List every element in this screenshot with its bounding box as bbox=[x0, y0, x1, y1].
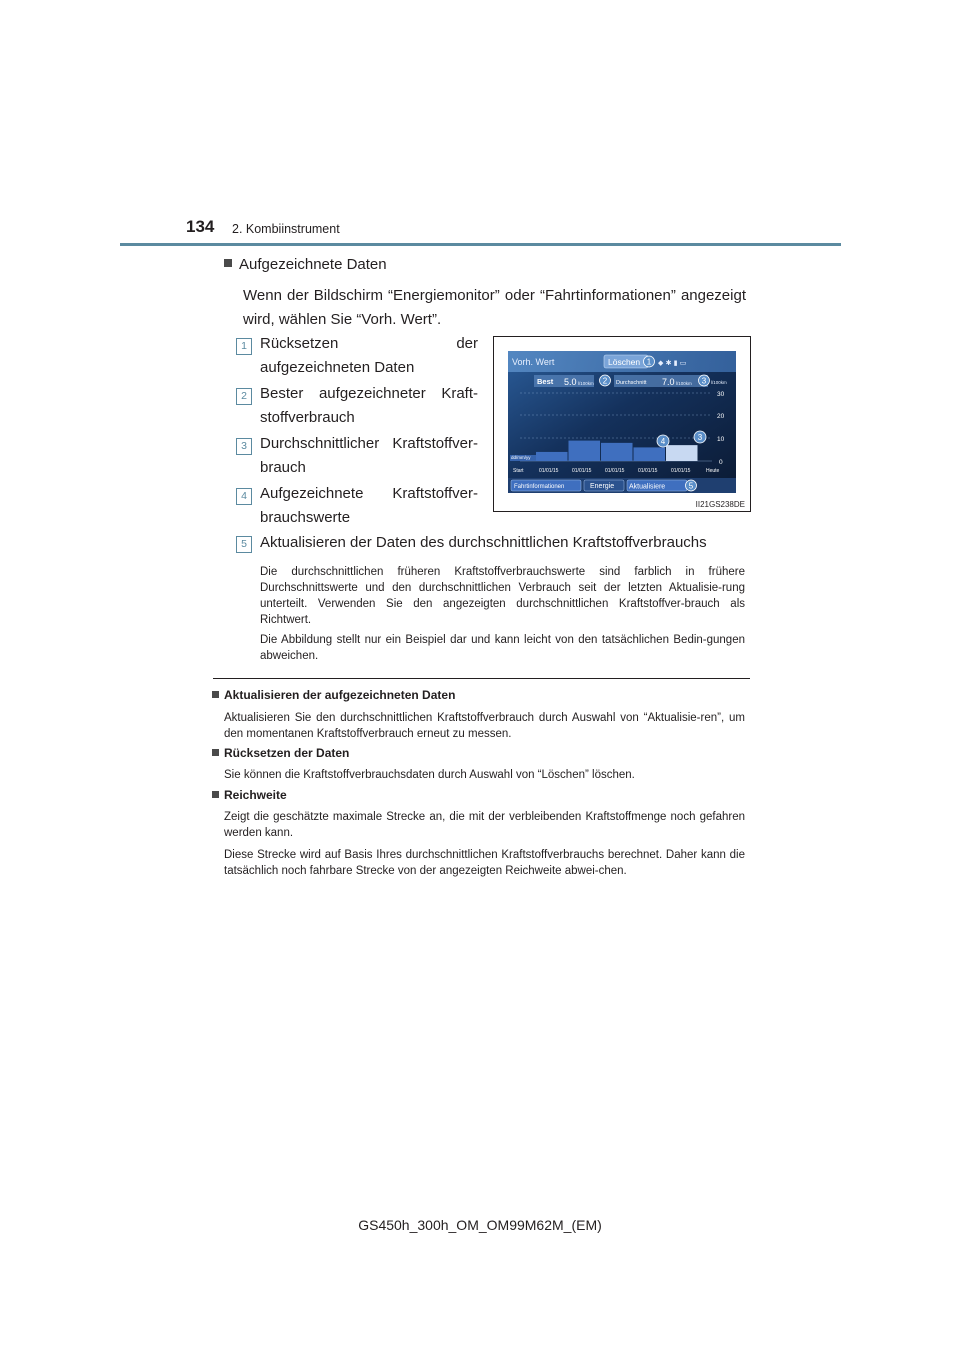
avg-label: Durchschnitt bbox=[616, 380, 647, 386]
section-intro: Wenn der Bildschirm “Energiemonitor” oder “Fahrtinformationen” angezeigt wird, wählen Sie “Vorh. Wert”. bbox=[243, 287, 746, 328]
footer-doc-id: GS450h_300h_OM_OM99M62M_(EM) bbox=[358, 1217, 602, 1233]
remark-title: Aktualisieren der aufgezeichneten Daten bbox=[212, 688, 455, 702]
date-format: dd/mm/yy bbox=[511, 455, 531, 460]
square-bullet-icon bbox=[212, 691, 219, 698]
x-label: 01/01/15 bbox=[605, 468, 625, 474]
separator-rule bbox=[213, 678, 750, 679]
y-tick: 0 bbox=[719, 459, 723, 466]
y-tick: 10 bbox=[717, 436, 725, 443]
note: Die Abbildung stellt nur ein Beispiel dar und kann leicht von den tatsächlichen Bedin-gungen abweichen. bbox=[260, 634, 745, 662]
best-unit: l/100km bbox=[578, 381, 594, 386]
y-tick: 20 bbox=[717, 413, 725, 420]
square-bullet-icon bbox=[224, 259, 232, 267]
figure-code: II21GS238DE bbox=[695, 500, 745, 509]
header-rule bbox=[120, 243, 841, 246]
remark-text: Diese Strecke wird auf Basis Ihres durchschnittlichen Kraftstoffverbrauchs berechnet. Daher kann die tatsächlich noch fahrbare Strecke von der angezeigten Reichweite abwei-chen. bbox=[224, 849, 745, 877]
item-text: Aktualisieren der Daten des durchschnittlichen Kraftstoffverbrauchs bbox=[260, 534, 707, 551]
callout-number: 5 bbox=[688, 481, 694, 491]
callout-number: 4 bbox=[660, 437, 666, 446]
chart-bar bbox=[634, 447, 666, 461]
item-number: 1 bbox=[236, 338, 252, 355]
unit-label: l/100km bbox=[711, 380, 727, 385]
square-bullet-icon bbox=[212, 791, 219, 798]
callout-number: 1 bbox=[646, 357, 652, 367]
item-text: Aufgezeichnete Kraftstoffver-brauchswerte bbox=[260, 485, 478, 526]
best-value: 5.0 bbox=[564, 377, 577, 387]
y-tick: 30 bbox=[717, 391, 725, 398]
avg-unit: l/100km bbox=[676, 381, 692, 386]
screen-title: Vorh. Wert bbox=[512, 357, 555, 367]
remark-text: Aktualisieren Sie den durchschnittlichen Kraftstoffverbrauch durch Auswahl von “Aktualisie-ren”, um den momentanen Kraftstoffverbrauch erneut zu messen. bbox=[224, 712, 745, 740]
section-title: Aufgezeichnete Daten bbox=[224, 256, 387, 273]
display-screen bbox=[508, 351, 736, 493]
remark-title: Reichweite bbox=[212, 788, 287, 802]
page-number: 134 bbox=[186, 217, 215, 236]
remark-text: Zeigt die geschätzte maximale Strecke an, die mit der verbleibenden Kraftstoffmenge noch gefahren werden kann. bbox=[224, 811, 745, 839]
x-label: Start bbox=[513, 468, 524, 474]
status-icons: ◆ ✱ ▮ ▭ bbox=[658, 359, 687, 367]
square-bullet-icon bbox=[212, 749, 219, 756]
chart-bar bbox=[666, 445, 698, 461]
callout-number: 2 bbox=[602, 376, 608, 386]
chapter-title: 2. Kombiinstrument bbox=[232, 222, 340, 236]
svg-text:Fahrtinformationen: Fahrtinformationen bbox=[514, 484, 565, 490]
item-number: 2 bbox=[236, 388, 252, 405]
callout-number: 3 bbox=[697, 433, 703, 442]
item-number: 5 bbox=[236, 536, 252, 553]
x-label: 01/01/15 bbox=[539, 468, 559, 474]
note: Die durchschnittlichen früheren Kraftstoffverbrauchswerte sind farblich in frühere Durchschnittswerte und den durchschnittlichen Verbrauch seit der letzten Aktualisie-rung unterteilt. Verwenden Sie den angezeigten durchschnittlichen Kraftstoffver-brauch als Richtwert. bbox=[260, 566, 745, 626]
remark-title: Rücksetzen der Daten bbox=[212, 746, 349, 760]
x-label: 01/01/15 bbox=[572, 468, 592, 474]
remark-text: Sie können die Kraftstoffverbrauchsdaten durch Auswahl von “Löschen” löschen. bbox=[224, 769, 635, 781]
chart-bar bbox=[536, 452, 568, 461]
callout-number: 3 bbox=[701, 376, 707, 386]
chart-bar bbox=[569, 441, 601, 461]
item-text: Bester aufgezeichneter Kraft-stoffverbrauch bbox=[260, 385, 478, 426]
item-number: 3 bbox=[236, 438, 252, 455]
x-label: Heute bbox=[706, 468, 720, 474]
avg-value: 7.0 bbox=[662, 377, 675, 387]
svg-text:Aktualisiere: Aktualisiere bbox=[629, 483, 666, 491]
item-number: 4 bbox=[236, 488, 252, 505]
chart-bar bbox=[601, 443, 633, 461]
screen-figure bbox=[493, 336, 751, 512]
best-label: Best bbox=[537, 377, 554, 386]
screen-graphic bbox=[508, 351, 736, 493]
x-label: 01/01/15 bbox=[638, 468, 658, 474]
item-text: Rücksetzen der aufgezeichneten Daten bbox=[260, 335, 478, 376]
x-label: 01/01/15 bbox=[671, 468, 691, 474]
item-text: Durchschnittlicher Kraftstoffver-brauch bbox=[260, 435, 478, 476]
svg-text:Energie: Energie bbox=[590, 483, 615, 490]
svg-text:Löschen: Löschen bbox=[608, 357, 641, 367]
